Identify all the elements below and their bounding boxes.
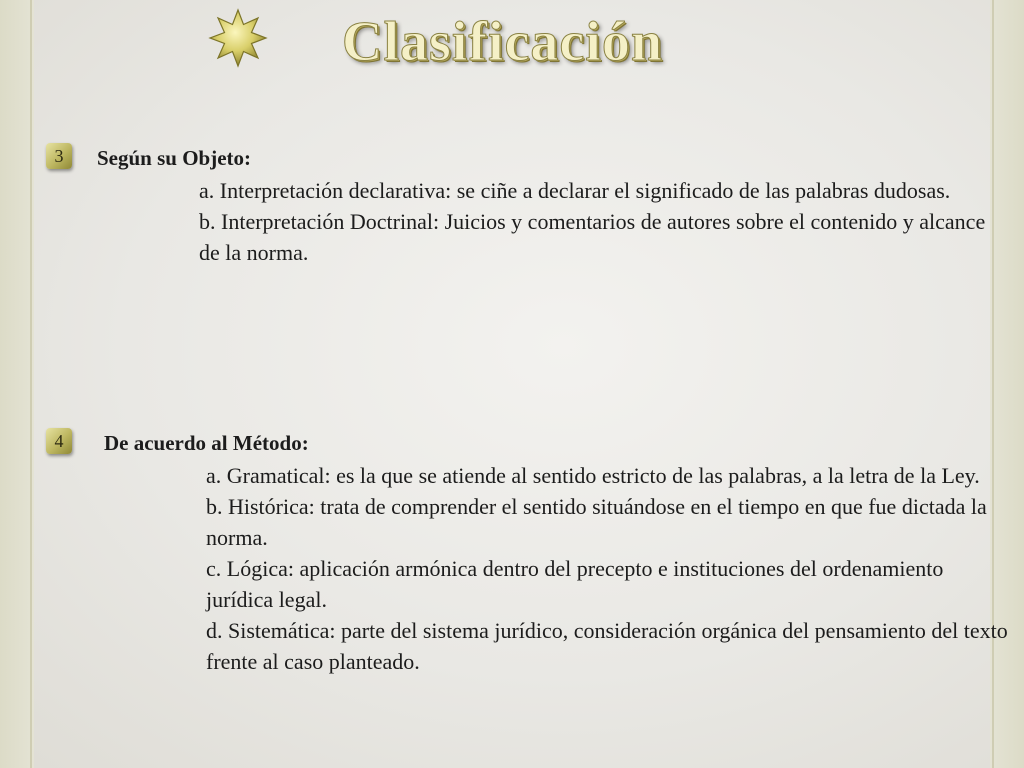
left-frame-stripe <box>30 0 32 768</box>
list-item: a. Interpretación declarativa: se ciñe a declarar el significado de las palabras dudosas. <box>199 178 951 203</box>
list-item: b. Interpretación Doctrinal: Juicios y comentarios de autores sobre el contenido y alcance de la norma. <box>199 209 986 265</box>
section-number-badge: 4 <box>46 428 72 454</box>
list-item: b. Histórica: trata de comprender el sentido situándose en el tiempo en que fue dictada la norma. <box>206 494 987 550</box>
star-icon <box>208 8 268 68</box>
section-heading-metodo: De acuerdo al Método: <box>104 431 309 455</box>
section-items-objeto <box>199 175 989 268</box>
section-items-metodo <box>206 460 1012 677</box>
slide-title: Clasificación <box>342 11 663 73</box>
left-frame-border <box>0 0 34 768</box>
list-item: d. Sistemática: parte del sistema jurídico, consideración orgánica del pensamiento del texto frente al caso planteado. <box>206 618 1008 674</box>
list-item: c. Lógica: aplicación armónica dentro del precepto e instituciones del ordenamiento jurídica legal. <box>206 556 944 612</box>
list-item: a. Gramatical: es la que se atiende al sentido estricto de las palabras, a la letra de la Ley. <box>206 463 980 488</box>
section-heading-objeto: Según su Objeto: <box>97 146 252 170</box>
section-number-badge: 3 <box>46 143 72 169</box>
